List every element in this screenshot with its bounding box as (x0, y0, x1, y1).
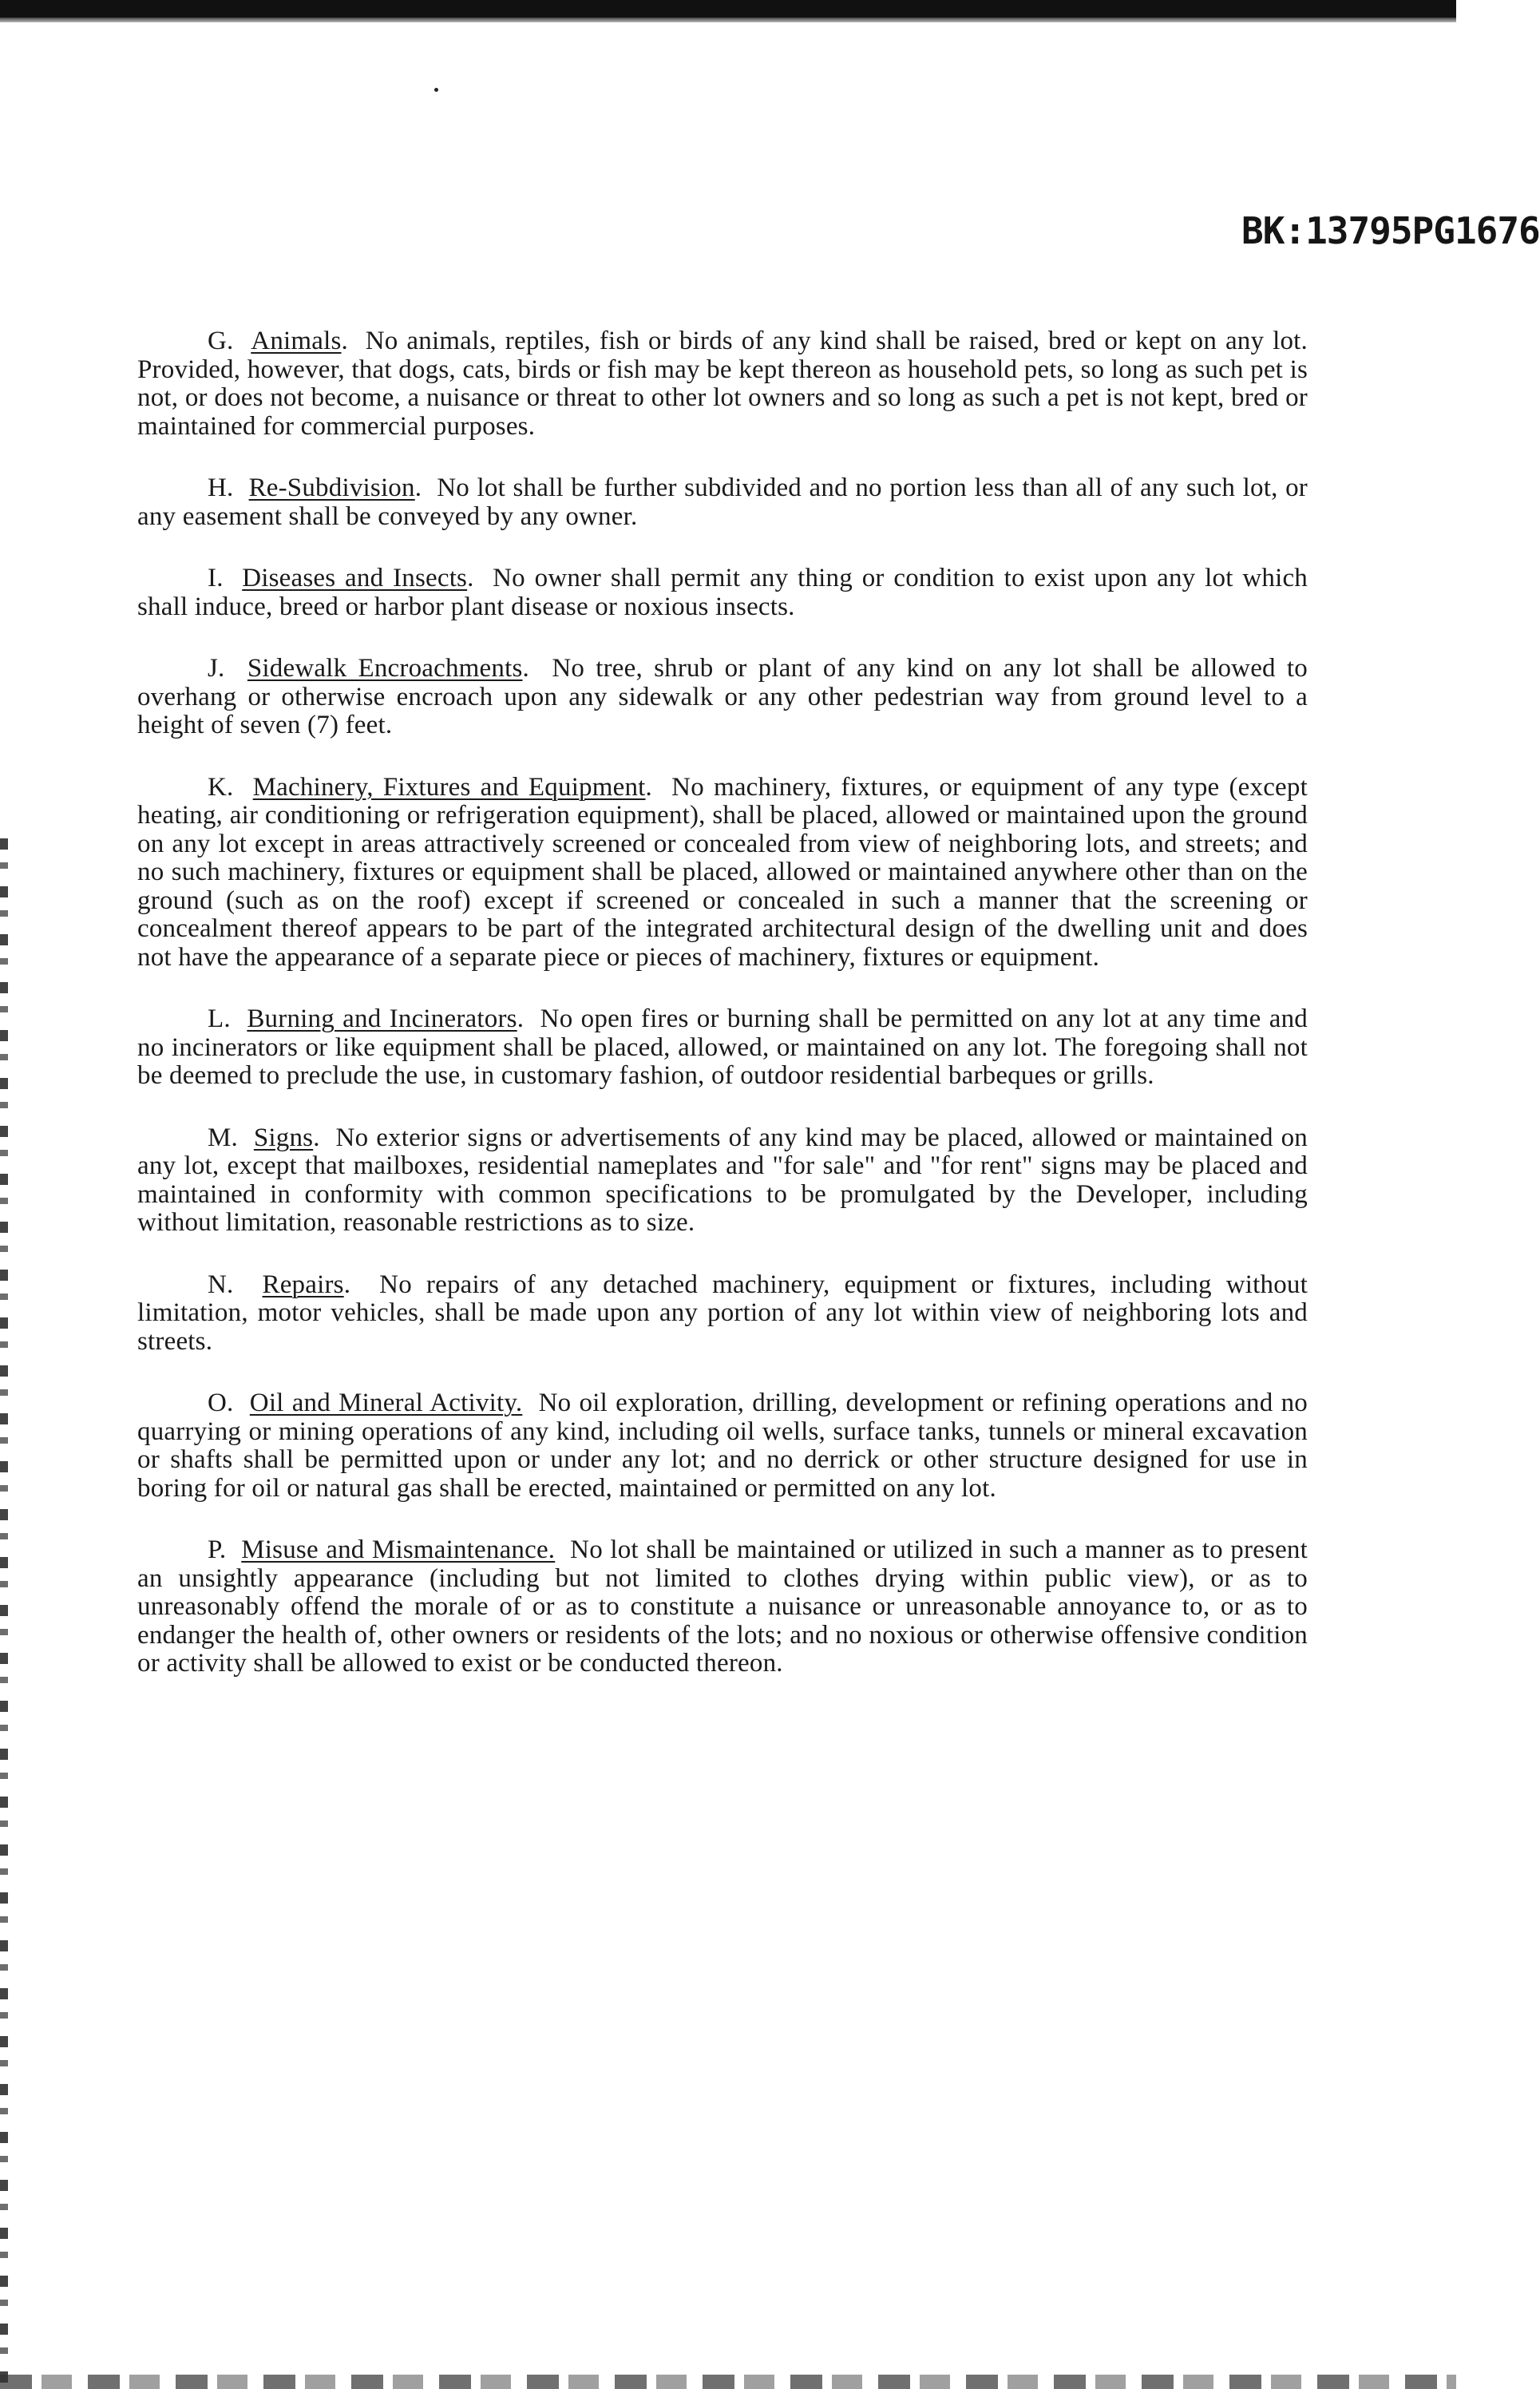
section-body: No owner shall permit any thing or condition to exist upon any lot which shall induce, breed or harbor plant disease or noxious insects. (137, 564, 1308, 621)
section-body: No machinery, fixtures, or equipment of any type (except heating, air conditioning or refrigeration equipment), shall be placed, allowed or maintained upon the ground on any lot except in areas attractively screened or concealed from view of neighboring lots, and streets; and no such machinery, fixtures or equipment shall be placed, allowed or maintained anywhere other than on the ground (such as on the roof) except if screened or concealed in such a manner that the screening or concealment thereof appears to be part of the integrated architectural design of the dwelling unit and does not have the appearance of a separate piece or pieces of machinery, fixtures or equipment. (137, 772, 1308, 972)
section-body: No lot shall be further subdivided and no portion less than all of any such lot, or any easement shall be conveyed by any owner. (137, 473, 1308, 531)
section-heading: Diseases and Insects (242, 564, 468, 592)
section-letter: I. (208, 564, 224, 592)
section-g-animals: G. Animals. No animals, reptiles, fish or birds of any kind shall be raised, bred or kept on any lot. Provided, however, that dogs, cats, birds or fish may be kept thereon as household pets, so long as such pet is not, or does not become, a nuisance or threat to other lot owners and so long as such a pet is not kept, bred or maintained for commercial purposes. (137, 327, 1308, 441)
section-letter: J. (208, 654, 225, 683)
section-letter: H. (208, 473, 234, 502)
section-body: No exterior signs or advertisements of any kind may be placed, allowed or maintained on any lot, except that mailboxes, residential nameplates and "for sale" and "for rent" signs may be placed and maintained in conformity with common specifications to be promulgated by the Developer, including without limitation, reasonable restrictions as to size. (137, 1123, 1308, 1237)
scan-top-edge (0, 0, 1456, 18)
section-body: No oil exploration, drilling, development or refining operations and no quarrying or mining operations of any kind, including oil wells, surface tanks, tunnels or mineral excavation or shafts shall be permitted upon or under any lot; and no derrick or other structure designed for use in boring for oil or natural gas shall be erected, maintained or permitted on any lot. (137, 1389, 1308, 1503)
section-body: No tree, shrub or plant of any kind on any lot shall be allowed to overhang or otherwise encroach upon any sidewalk or any other pedestrian way from ground level to a height of seven (7) feet. (137, 654, 1308, 739)
scan-left-edge (0, 838, 8, 2387)
section-body: No repairs of any detached machinery, equipment or fixtures, including without limitation, motor vehicles, shall be made upon any portion of any lot within view of neighboring lots and streets. (137, 1270, 1308, 1356)
section-heading: Oil and Mineral Activity. (249, 1389, 523, 1417)
section-i-diseases-and-insects: I. Diseases and Insects. No owner shall permit any thing or condition to exist upon any lot which shall induce, breed or harbor plant disease or noxious insects. (137, 564, 1308, 621)
section-j-sidewalk-encroachments: J. Sidewalk Encroachments. No tree, shrub or plant of any kind on any lot shall be allowed to overhang or otherwise encroach upon any sidewalk or any other pedestrian way from ground level to a height of seven (7) feet. (137, 654, 1308, 739)
section-body: No lot shall be maintained or utilized in such a manner as to present an unsightly appearance (including but not limited to clothes drying within public view), or as to unreasonably offend the morale of or as to constitute a nuisance or unreasonable annoyance to, or as to endanger the health of, other owners or residents of the lots; and no noxious or otherwise offensive condition or activity shall be allowed to exist or be conducted thereon. (137, 1535, 1308, 1678)
section-body: No open fires or burning shall be permitted on any lot at any time and no incinerators or like equipment shall be placed, allowed, or maintained on any lot. The foregoing shall not be deemed to preclude the use, in customary fashion, of outdoor residential barbeques or grills. (137, 1004, 1308, 1090)
section-k-machinery-fixtures-equipment: K. Machinery, Fixtures and Equipment. No machinery, fixtures, or equipment of any type (except heating, air conditioning or refrigeration equipment), shall be placed, allowed or maintained upon the ground on any lot except in areas attractively screened or concealed from view of neighboring lots, and streets; and no such machinery, fixtures or equipment shall be placed, allowed or maintained anywhere other than on the ground (such as on the roof) except if screened or concealed in such a manner that the screening or concealment thereof appears to be part of the integrated architectural design of the dwelling unit and does not have the appearance of a separate piece or pieces of machinery, fixtures or equipment. (137, 772, 1308, 972)
section-letter: P. (208, 1535, 227, 1564)
section-heading: Machinery, Fixtures and Equipment (252, 772, 646, 802)
section-heading: Burning and Incinerators (247, 1004, 517, 1033)
scan-speck (434, 88, 438, 92)
section-letter: K. (208, 772, 234, 802)
scan-bottom-edge (0, 2375, 1456, 2389)
section-letter: O. (208, 1389, 234, 1417)
section-heading: Animals (251, 327, 342, 355)
section-letter: N. (208, 1270, 234, 1299)
section-o-oil-and-mineral-activity (137, 1389, 1308, 1503)
section-p-misuse-and-mismaintenance (137, 1536, 1308, 1678)
section-heading: Signs (253, 1123, 314, 1152)
section-heading: Re-Subdivision (248, 473, 415, 502)
section-letter: G. (208, 327, 234, 355)
section-letter: M. (208, 1123, 238, 1152)
section-heading: Repairs (262, 1270, 344, 1299)
section-h-re-subdivision: H. Re-Subdivision. No lot shall be further subdivided and no portion less than all of any such lot, or any easement shall be conveyed by any owner. (137, 473, 1308, 531)
section-body: No animals, reptiles, fish or birds of any kind shall be raised, bred or kept on any lot. Provided, however, that dogs, cats, birds or fish may be kept thereon as household pets, so long as such pet is not, or does not become, a nuisance or threat to other lot owners and so long as such a pet is not kept, bred or maintained for commercial purposes. (137, 327, 1308, 441)
section-heading: Sidewalk Encroachments (247, 654, 523, 683)
section-l-burning-and-incinerators: L. Burning and Incinerators. No open fires or burning shall be permitted on any lot at any time and no incinerators or like equipment shall be placed, allowed, or maintained on any lot. The foregoing shall not be deemed to preclude the use, in customary fashion, of outdoor residential barbeques or grills. (137, 1004, 1308, 1090)
section-m-signs: M. Signs. No exterior signs or advertisements of any kind may be placed, allowed or maintained on any lot, except that mailboxes, residential nameplates and "for sale" and "for rent" signs may be placed and maintained in conformity with common specifications to be promulgated by the Developer, including without limitation, reasonable restrictions as to size. (137, 1123, 1308, 1237)
section-n-repairs: N. Repairs. No repairs of any detached machinery, equipment or fixtures, including without limitation, motor vehicles, shall be made upon any portion of any lot within view of neighboring lots and streets. (137, 1270, 1308, 1356)
section-heading: Misuse and Mismaintenance. (241, 1535, 556, 1564)
book-page-stamp: BK:13795PG1676 (1241, 209, 1540, 252)
document-body (137, 327, 1308, 1712)
section-letter: L. (208, 1004, 231, 1033)
